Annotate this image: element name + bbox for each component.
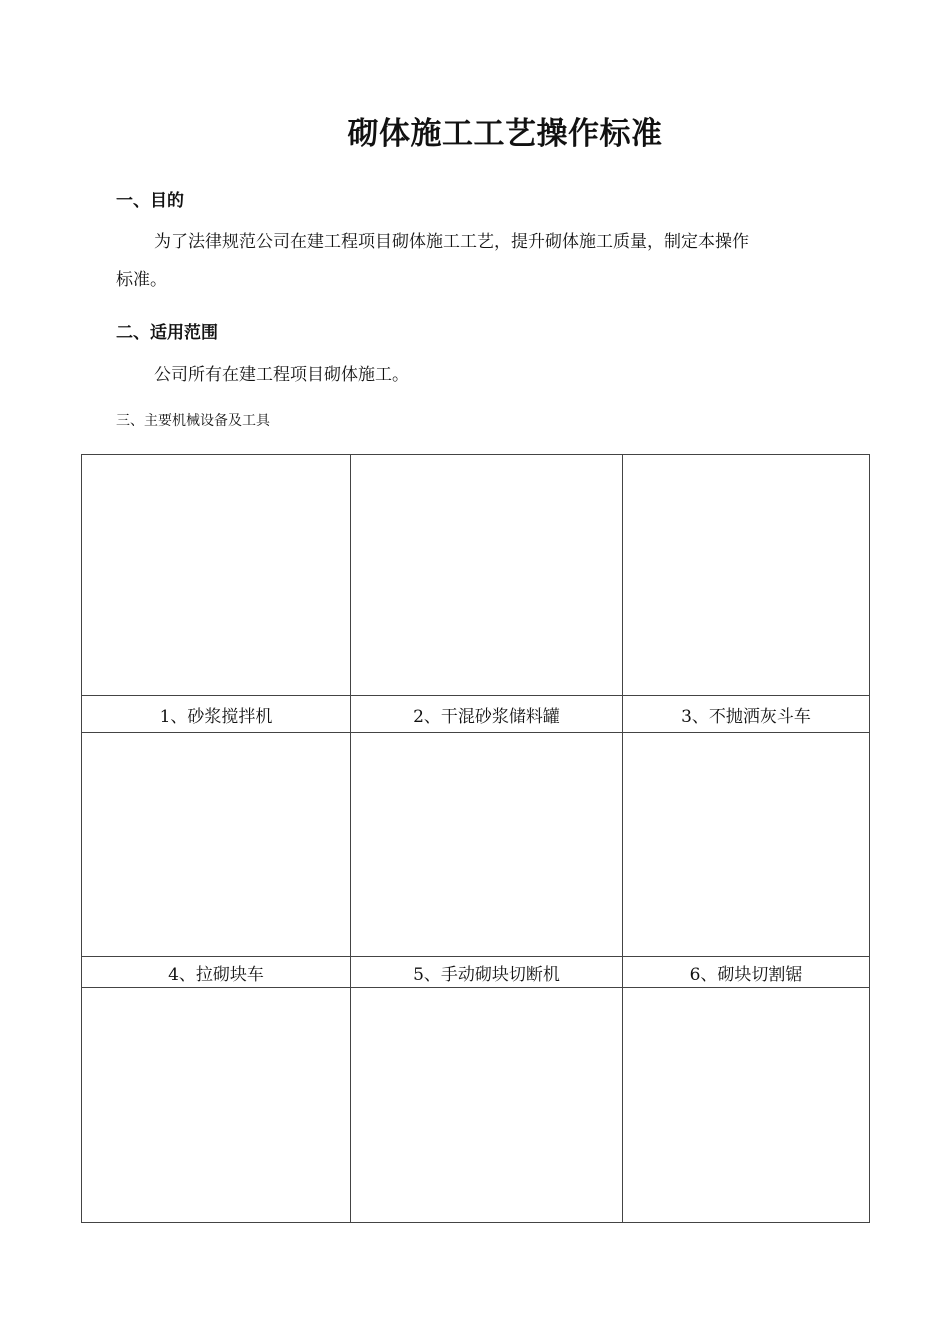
image-placeholder — [351, 988, 623, 1223]
purpose-paragraph-line2: 标准。 — [116, 270, 167, 290]
equipment-caption: 2、干混砂浆储料罐 — [351, 696, 623, 733]
scope-paragraph: 公司所有在建工程项目砌体施工。 — [154, 365, 409, 385]
image-placeholder — [82, 988, 351, 1223]
equipment-caption: 3、不抛洒灰斗车 — [623, 696, 870, 733]
image-placeholder-block-cart — [82, 733, 351, 957]
equipment-caption: 4、拉砌块车 — [82, 957, 351, 988]
section-heading-equipment: 三、主要机械设备及工具 — [116, 413, 270, 429]
image-placeholder-block-saw — [623, 733, 870, 957]
purpose-paragraph-line1: 为了法律规范公司在建工程项目砌体施工工艺，提升砌体施工质量，制定本操作 — [154, 232, 749, 252]
image-placeholder-ash-cart — [623, 455, 870, 696]
image-placeholder-manual-block-cutter — [351, 733, 623, 957]
image-placeholder — [623, 988, 870, 1223]
equipment-caption: 1、砂浆搅拌机 — [82, 696, 351, 733]
page-title: 砌体施工工艺操作标准 — [347, 116, 663, 152]
equipment-caption: 6、砌块切割锯 — [623, 957, 870, 988]
image-placeholder-dry-mortar-tank — [351, 455, 623, 696]
section-heading-purpose: 一、目的 — [116, 191, 184, 211]
equipment-table — [81, 454, 870, 1223]
image-placeholder-mortar-mixer — [82, 455, 351, 696]
equipment-caption: 5、手动砌块切断机 — [351, 957, 623, 988]
section-heading-scope: 二、适用范围 — [116, 323, 218, 343]
